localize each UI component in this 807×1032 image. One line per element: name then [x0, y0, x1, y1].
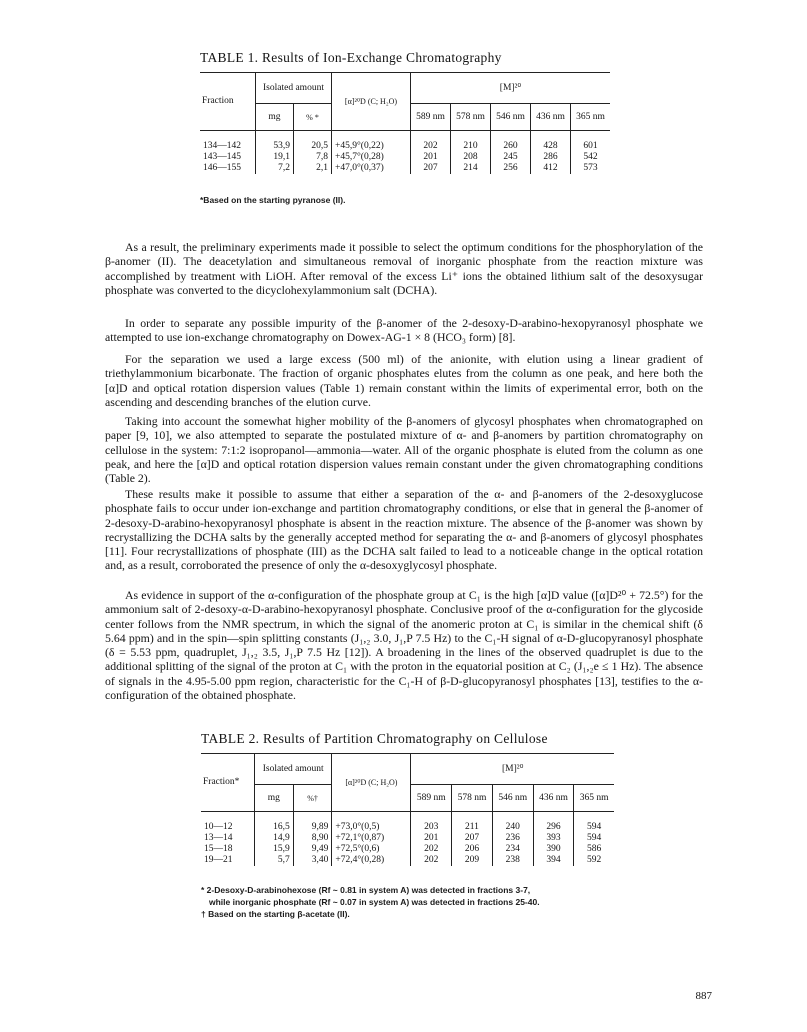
table-cell: 202 — [424, 844, 439, 854]
table2 — [201, 753, 614, 874]
paragraph-6: As evidence in support of the α-configuration of the phosphate group at C₁ is the high [α]D value ([α]D²⁰ + 72.5°) for the ammonium salt of 2-desoxy-α-D-arabino-hexopyranosyl phosphate. Conclusive proof of the α-configuration for the glycoside center follows from the NMR spectrum, in which the signal of the anomeric proton at C₁ is similar in the chemical shift (δ 5.64 ppm) and in the spin—spin splitting constants (J₁,₂ 3.0, J₁,P 7.5 Hz) to the C₁-H signal of α-D-glucopyranosyl phosphate (δ = 5.53 ppm, quadruplet, J₁,₂ 3.5, J₁,P 7.5 Hz [12]). A broadening in the lines of the observed quadruplet is due to the additional splitting of the signal of the proton at C₁ with the proton in the equatorial position at C₂ (J₁,₂e ≤ 1 Hz). The absence of signals in the 4.95-5.00 ppm region, characteristic for the C₁-H of β-D-glucopyranosyl phosphates [13], testifies to the α-configuration of the obtained phosphate. — [105, 588, 703, 703]
table2-header-589: 589 nm — [411, 785, 452, 812]
table-cell: +73,0°(0,5) — [335, 822, 380, 832]
table-cell: 542 — [583, 152, 598, 162]
table-cell: 143—145 — [203, 152, 241, 162]
table-cell: 592 — [587, 855, 602, 865]
table2-header-365: 365 nm — [574, 785, 614, 812]
table-cell: +72,5°(0,6) — [335, 844, 380, 854]
table2-caption: TABLE 2. Results of Partition Chromatography on Cellulose — [201, 731, 548, 746]
table-cell: 19,1 — [273, 152, 290, 162]
table-cell: 296 — [546, 822, 561, 832]
table-cell: 202 — [423, 141, 438, 151]
table-cell: 586 — [587, 844, 602, 854]
table2-footnote-1: * 2-Desoxy-D-arabinohexose (Rf ~ 0.81 in system A) was detected in fractions 3-7, — [201, 885, 531, 895]
table2-header-546: 546 nm — [492, 785, 533, 812]
table-cell: 394 — [546, 855, 561, 865]
table-cell: 390 — [546, 844, 561, 854]
table2-header-molar: [M]²⁰ — [411, 754, 614, 785]
table-cell: 208 — [463, 152, 478, 162]
table-cell: 206 — [464, 844, 480, 854]
table-cell: 393 — [546, 833, 561, 843]
table-cell: 207 — [423, 163, 438, 173]
table1-header-mg: mg — [256, 104, 294, 131]
table-cell: 201 — [424, 833, 439, 843]
table2-header-rotation: [α]²⁰D (C; H₂O) — [332, 754, 411, 812]
table-cell: 201 — [423, 152, 438, 162]
table1-caption: TABLE 1. Results of Ion-Exchange Chromatography — [200, 50, 502, 65]
table2-body — [201, 812, 614, 867]
table-cell: 412 — [543, 163, 558, 173]
table-cell: +47,0°(0,37) — [335, 163, 384, 173]
table-cell: +72,4°(0,28) — [335, 855, 385, 865]
table-cell: 7,8 — [316, 152, 328, 162]
table1-header-546: 546 nm — [491, 104, 531, 131]
table-cell: 2,1 — [316, 163, 328, 173]
table-cell: 234 — [505, 844, 520, 854]
table-cell: 428 — [543, 141, 558, 151]
table-cell: 238 — [505, 855, 520, 865]
paragraph-3: For the separation we used a large excess (500 ml) of the anionite, with elution using a linear gradient of triethylammonium bicarbonate. The fraction of organic phosphates elutes from the column as one peak, and here both the [α]D and optical rotation dispersion values (Table 1) remain constant within the limits of experimental error, both on the ascending and descending branches of the elution curve. — [105, 352, 703, 409]
table-cell: 53,9 — [273, 141, 290, 151]
table-cell: 203 — [424, 822, 439, 832]
table2-header-mg: mg — [255, 785, 294, 812]
table-cell: 594 — [587, 833, 602, 843]
table-cell: +45,7°(0,28) — [335, 152, 384, 162]
table1-header-pct: % * — [293, 104, 331, 131]
table-cell: 15,9 — [273, 844, 290, 854]
table-cell: 16,5 — [273, 822, 290, 832]
table-cell: 236 — [505, 833, 520, 843]
table-cell: 7,2 — [278, 163, 290, 173]
table-cell: +45,9°(0,22) — [335, 141, 384, 151]
table-cell: 601 — [583, 141, 598, 151]
table1-header-isolated: Isolated amount — [256, 73, 332, 104]
table-cell: 9,49 — [311, 844, 329, 854]
page-number: 887 — [695, 990, 712, 1002]
table-cell: 9,89 — [311, 822, 329, 832]
paragraph-4: Taking into account the somewhat higher mobility of the β-anomers of glycosyl phosphates when chromatographed on paper [9, 10], we also attempted to separate the postulated mixture of α- and β-anomers by partition chromatography on cellulose in the system: 7:1:2 isopropanol—ammonia—water. All of the organic phosphate is eluted from the column as one peak, and here the [α]D and optical rotation dispersion values remain constant under the given chromatographing conditions (Table 2). — [105, 414, 703, 486]
table-cell: 207 — [464, 833, 480, 843]
table-cell: 256 — [503, 163, 518, 173]
table-cell: +72,1°(0,87) — [335, 833, 385, 843]
paragraph-2: In order to separate any possible impurity of the β-anomer of the 2-desoxy-D-arabino-hexopyranosyl phosphate we attempted to use ion-exchange chromatography on Dowex-AG-1 × 8 (HCO₃ form) [8]. — [105, 316, 703, 345]
table1-header-fraction: Fraction — [202, 96, 234, 106]
table2-footnote-2: while inorganic phosphate (Rf ~ 0.07 in system A) was detected in fractions 25-40. — [209, 897, 540, 907]
table-cell: 19—21 — [204, 855, 233, 865]
table1-footnote: *Based on the starting pyranose (II). — [200, 195, 346, 205]
table-cell: 202 — [424, 855, 439, 865]
table-cell: 240 — [505, 822, 520, 832]
table-cell: 211 — [465, 822, 479, 832]
table-cell: 8,90 — [311, 833, 329, 843]
table2-header-isolated: Isolated amount — [255, 754, 332, 785]
table1 — [200, 72, 610, 182]
table-cell: 209 — [464, 855, 480, 865]
table-cell: 146—155 — [203, 163, 241, 173]
table-cell: 594 — [587, 822, 602, 832]
table-cell: 20,5 — [311, 141, 328, 151]
table1-header-365: 365 nm — [571, 104, 611, 131]
table-cell: 10—12 — [204, 822, 233, 832]
table-cell: 260 — [503, 141, 518, 151]
table-cell: 15—18 — [204, 844, 233, 854]
table-cell: 214 — [463, 163, 478, 173]
table2-header-578: 578 nm — [452, 785, 493, 812]
table1-header-rotation: [α]²⁰D (C; H₂O) — [332, 73, 411, 131]
table-cell: 286 — [543, 152, 558, 162]
table2-footnote-3: † Based on the starting β-acetate (II). — [201, 909, 350, 919]
table1-body — [200, 131, 610, 175]
table-cell: 245 — [503, 152, 518, 162]
table-cell: 14,9 — [273, 833, 290, 843]
paragraph-5: These results make it possible to assume that either a separation of the α- and β-anomers of the 2-desoxyglucose phosphate fails to occur under ion-exchange and partition chromatography conditions, or else that in general the β-anomer of 2-desoxy-D-arabino-hexopyranosyl phosphate is absent in the reaction mixture. The absence of the β-anomer was shown by recrystallizing the DCHA salts by the generally accepted method for separating the α- and β-anomers of glycosyl phosphates [11]. Four recrystallizations of phosphate (III) as the DCHA salt failed to lead to a noticeable change in the optical rotation and, as a result, corroborated the presence of only the α-desoxyglycosyl phosphate. — [105, 487, 703, 573]
table-cell: 3,40 — [311, 855, 329, 865]
table1-header-589: 589 nm — [411, 104, 451, 131]
table1-header-436: 436 nm — [531, 104, 571, 131]
table-cell: 210 — [463, 141, 478, 151]
table-cell: 5,7 — [277, 855, 290, 865]
table-cell: 13—14 — [204, 833, 233, 843]
table2-header-pct: %† — [293, 785, 332, 812]
table1-header-578: 578 nm — [451, 104, 491, 131]
paragraph-1: As a result, the preliminary experiments made it possible to select the optimum conditions for the phosphorylation of the β-anomer (II). The deacetylation and simultaneous removal of inorganic phosphate from the reaction mixture was accomplished by treatment with LiOH. After removal of the excess Li⁺ ions the obtained lithium salt of the desoxysugar phosphate was converted to the dicyclohexylammonium salt (DCHA). — [105, 240, 703, 297]
table1-header-molar: [M]²⁰ — [411, 73, 611, 104]
table-cell: 134—142 — [203, 141, 241, 151]
table2-header-fraction: Fraction* — [203, 777, 240, 787]
table-cell: 573 — [583, 163, 598, 173]
table2-header-436: 436 nm — [533, 785, 574, 812]
